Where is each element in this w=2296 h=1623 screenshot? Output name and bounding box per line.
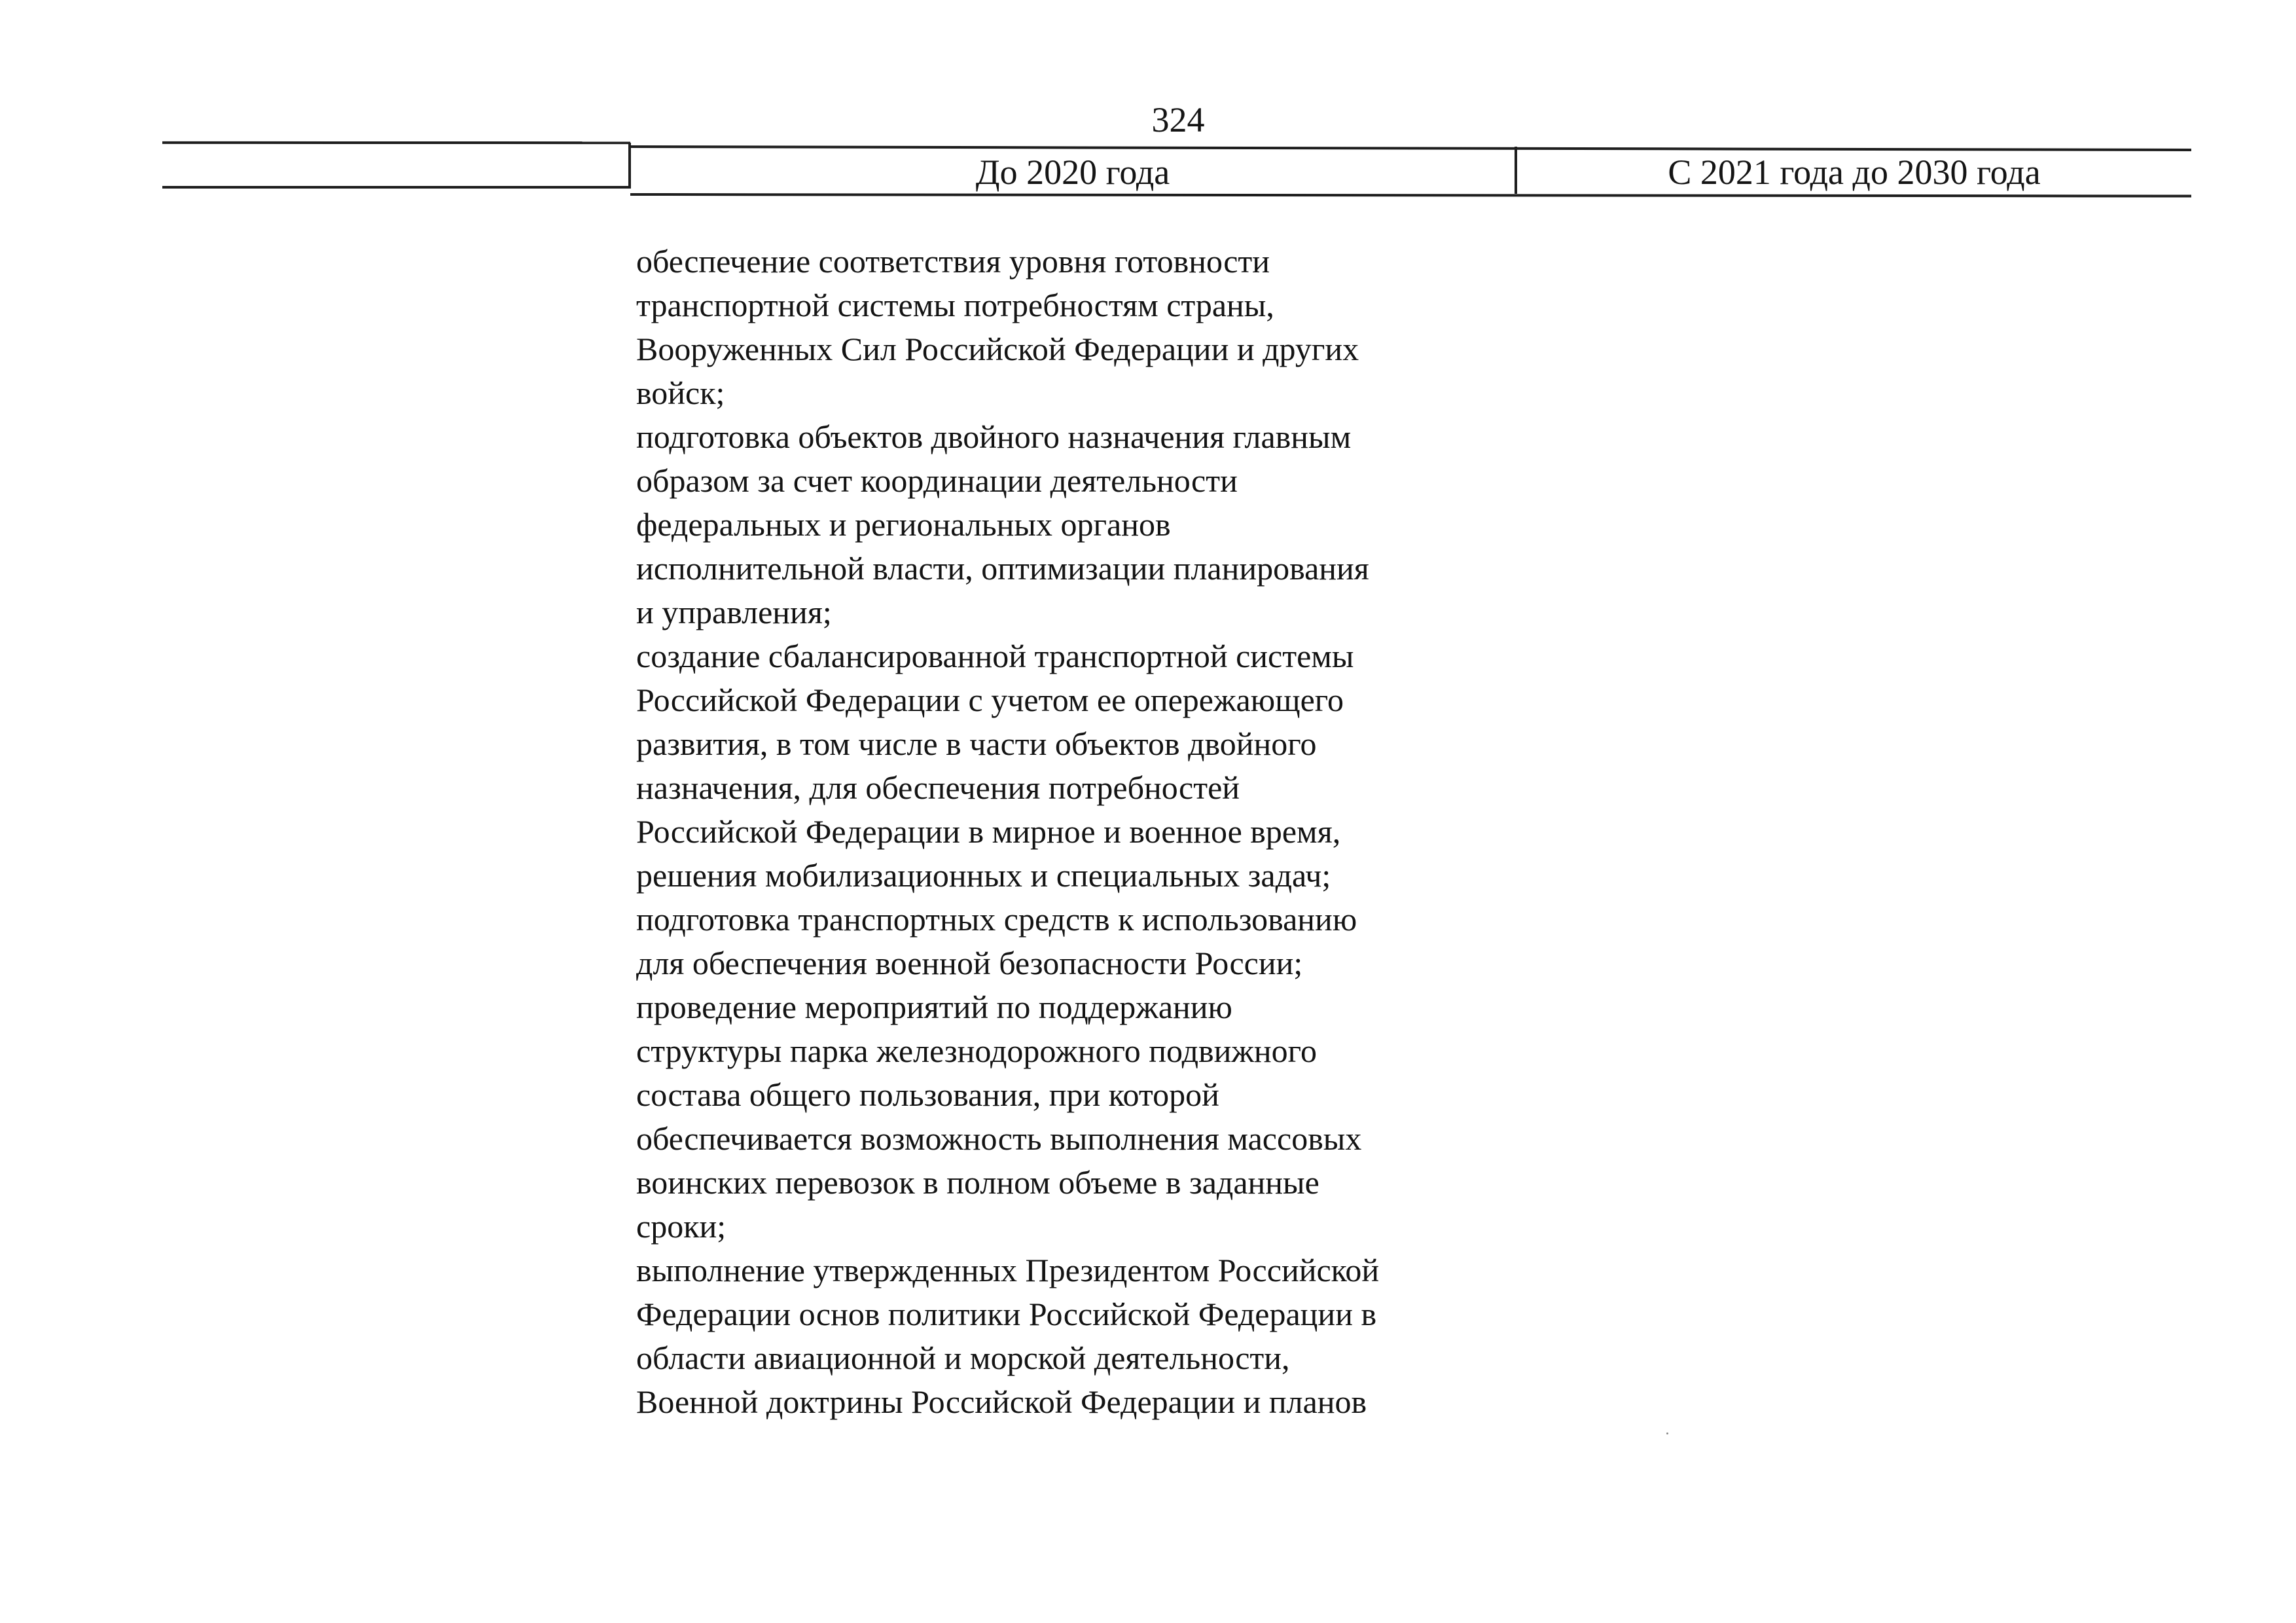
text-line: войск; bbox=[636, 374, 725, 411]
text-line: образом за счет координации деятельности bbox=[636, 462, 1238, 499]
column-header-until-2020: До 2020 года bbox=[975, 153, 1170, 192]
text-line: решения мобилизационных и специальных задач; bbox=[636, 857, 1331, 894]
table-header-bottom-rule-right bbox=[630, 193, 2191, 197]
text-line: воинских перевозок в полном объеме в заданные bbox=[636, 1164, 1319, 1201]
text-line: развития, в том числе в части объектов двойного bbox=[636, 725, 1317, 762]
text-line: исполнительной власти, оптимизации планирования bbox=[636, 550, 1369, 587]
scan-speck bbox=[1666, 1432, 1668, 1434]
text-line: области авиационной и морской деятельности, bbox=[636, 1340, 1290, 1376]
column-header-2021-2030: С 2021 года до 2030 года bbox=[1668, 153, 2041, 192]
text-line: создание сбалансированной транспортной системы bbox=[636, 638, 1354, 674]
text-line: Российской Федерации с учетом ее опережающего bbox=[636, 682, 1344, 718]
text-line: федеральных и региональных органов bbox=[636, 506, 1171, 543]
body-text bbox=[636, 240, 1552, 1424]
table-header-bottom-rule-left bbox=[162, 186, 630, 189]
text-line: выполнение утвержденных Президентом Российской bbox=[636, 1252, 1380, 1288]
text-line: обеспечивается возможность выполнения массовых bbox=[636, 1120, 1362, 1157]
text-line: сроки; bbox=[636, 1208, 726, 1245]
table-top-rule-left bbox=[162, 141, 630, 144]
text-line: Федерации основ политики Российской Федерации в bbox=[636, 1296, 1377, 1332]
text-line: обеспечение соответствия уровня готовности bbox=[636, 243, 1270, 280]
text-line: для обеспечения военной безопасности России; bbox=[636, 945, 1303, 981]
text-line: структуры парка железнодорожного подвижного bbox=[636, 1032, 1317, 1069]
text-line: Вооруженных Сил Российской Федерации и других bbox=[636, 331, 1359, 367]
text-line: проведение мероприятий по поддержанию bbox=[636, 989, 1232, 1025]
table-top-rule-right bbox=[630, 145, 2191, 151]
page-number: 324 bbox=[1151, 100, 1205, 139]
text-line: подготовка объектов двойного назначения главным bbox=[636, 418, 1352, 455]
text-line: назначения, для обеспечения потребностей bbox=[636, 769, 1240, 806]
text-line: Военной доктрины Российской Федерации и планов bbox=[636, 1383, 1367, 1420]
text-line: подготовка транспортных средств к использованию bbox=[636, 901, 1357, 938]
text-line: транспортной системы потребностям страны, bbox=[636, 287, 1274, 323]
text-line: Российской Федерации в мирное и военное время, bbox=[636, 813, 1341, 850]
text-line: состава общего пользования, при которой bbox=[636, 1076, 1219, 1113]
text-line: и управления; bbox=[636, 594, 832, 630]
